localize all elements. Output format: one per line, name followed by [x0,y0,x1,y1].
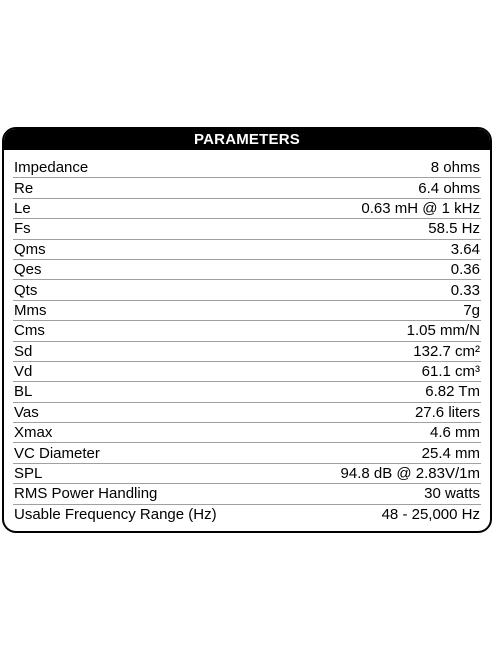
parameter-name: Qes [14,261,42,279]
parameter-row-spl [13,464,481,484]
parameter-value: 27.6 liters [414,403,480,421]
parameter-name: Re [14,179,34,197]
parameter-row-bl [13,382,481,402]
parameter-value: 7g [463,301,480,319]
parameter-name: Mms [14,301,47,319]
parameter-value: 3.64 [450,240,480,258]
parameter-name: Qms [14,240,46,258]
parameter-row-vc-diameter [13,443,481,463]
parameter-value: 1.05 mm/N [406,322,480,340]
parameter-value: 132.7 cm² [413,342,480,360]
parameter-name: RMS Power Handling [14,485,158,503]
parameters-header: PARAMETERS [4,129,490,150]
parameter-value: 48 - 25,000 Hz [381,506,480,524]
parameter-name: Vd [14,363,33,381]
parameter-row-re [13,178,481,198]
parameter-row-qes [13,260,481,280]
parameter-value: 94.8 dB @ 2.83V/1m [340,465,480,483]
parameter-row-le [13,199,481,219]
parameter-row-qts [13,280,481,300]
parameter-value: 0.33 [450,281,480,299]
parameter-name: Impedance [14,159,89,177]
parameter-value: 61.1 cm³ [421,363,480,381]
parameter-name: Qts [14,281,38,299]
parameter-value: 8 ohms [430,159,480,177]
parameter-value: 25.4 mm [421,444,480,462]
parameter-row-cms [13,321,481,341]
parameter-value: 4.6 mm [429,424,480,442]
parameter-row-mms [13,301,481,321]
parameter-value: 6.4 ohms [418,179,480,197]
parameter-name: VC Diameter [14,444,100,462]
parameter-name: Fs [14,220,31,238]
parameter-name: Usable Frequency Range (Hz) [14,506,217,524]
parameter-value: 0.63 mH @ 1 kHz [361,199,480,217]
parameter-row-impedance [13,158,481,178]
parameter-row-vas [13,403,481,423]
parameter-value: 0.36 [450,261,480,279]
parameter-row-rms-power-handling [13,484,481,504]
parameter-row-fs [13,219,481,239]
parameters-table [2,127,492,533]
parameter-row-qms [13,240,481,260]
parameter-row-xmax [13,423,481,443]
parameter-value: 58.5 Hz [428,220,480,238]
parameter-name: Vas [14,403,39,421]
parameter-name: Sd [14,342,33,360]
parameter-name: Cms [14,322,45,340]
parameter-row-usable-frequency-range [13,505,481,525]
parameters-list [13,158,481,525]
parameter-name: BL [14,383,33,401]
parameter-name: Xmax [14,424,53,442]
parameter-value: 6.82 Tm [425,383,480,401]
parameter-value: 30 watts [424,485,480,503]
parameter-name: SPL [14,465,43,483]
parameter-row-vd [13,362,481,382]
parameter-row-sd [13,342,481,362]
parameter-name: Le [14,199,31,217]
